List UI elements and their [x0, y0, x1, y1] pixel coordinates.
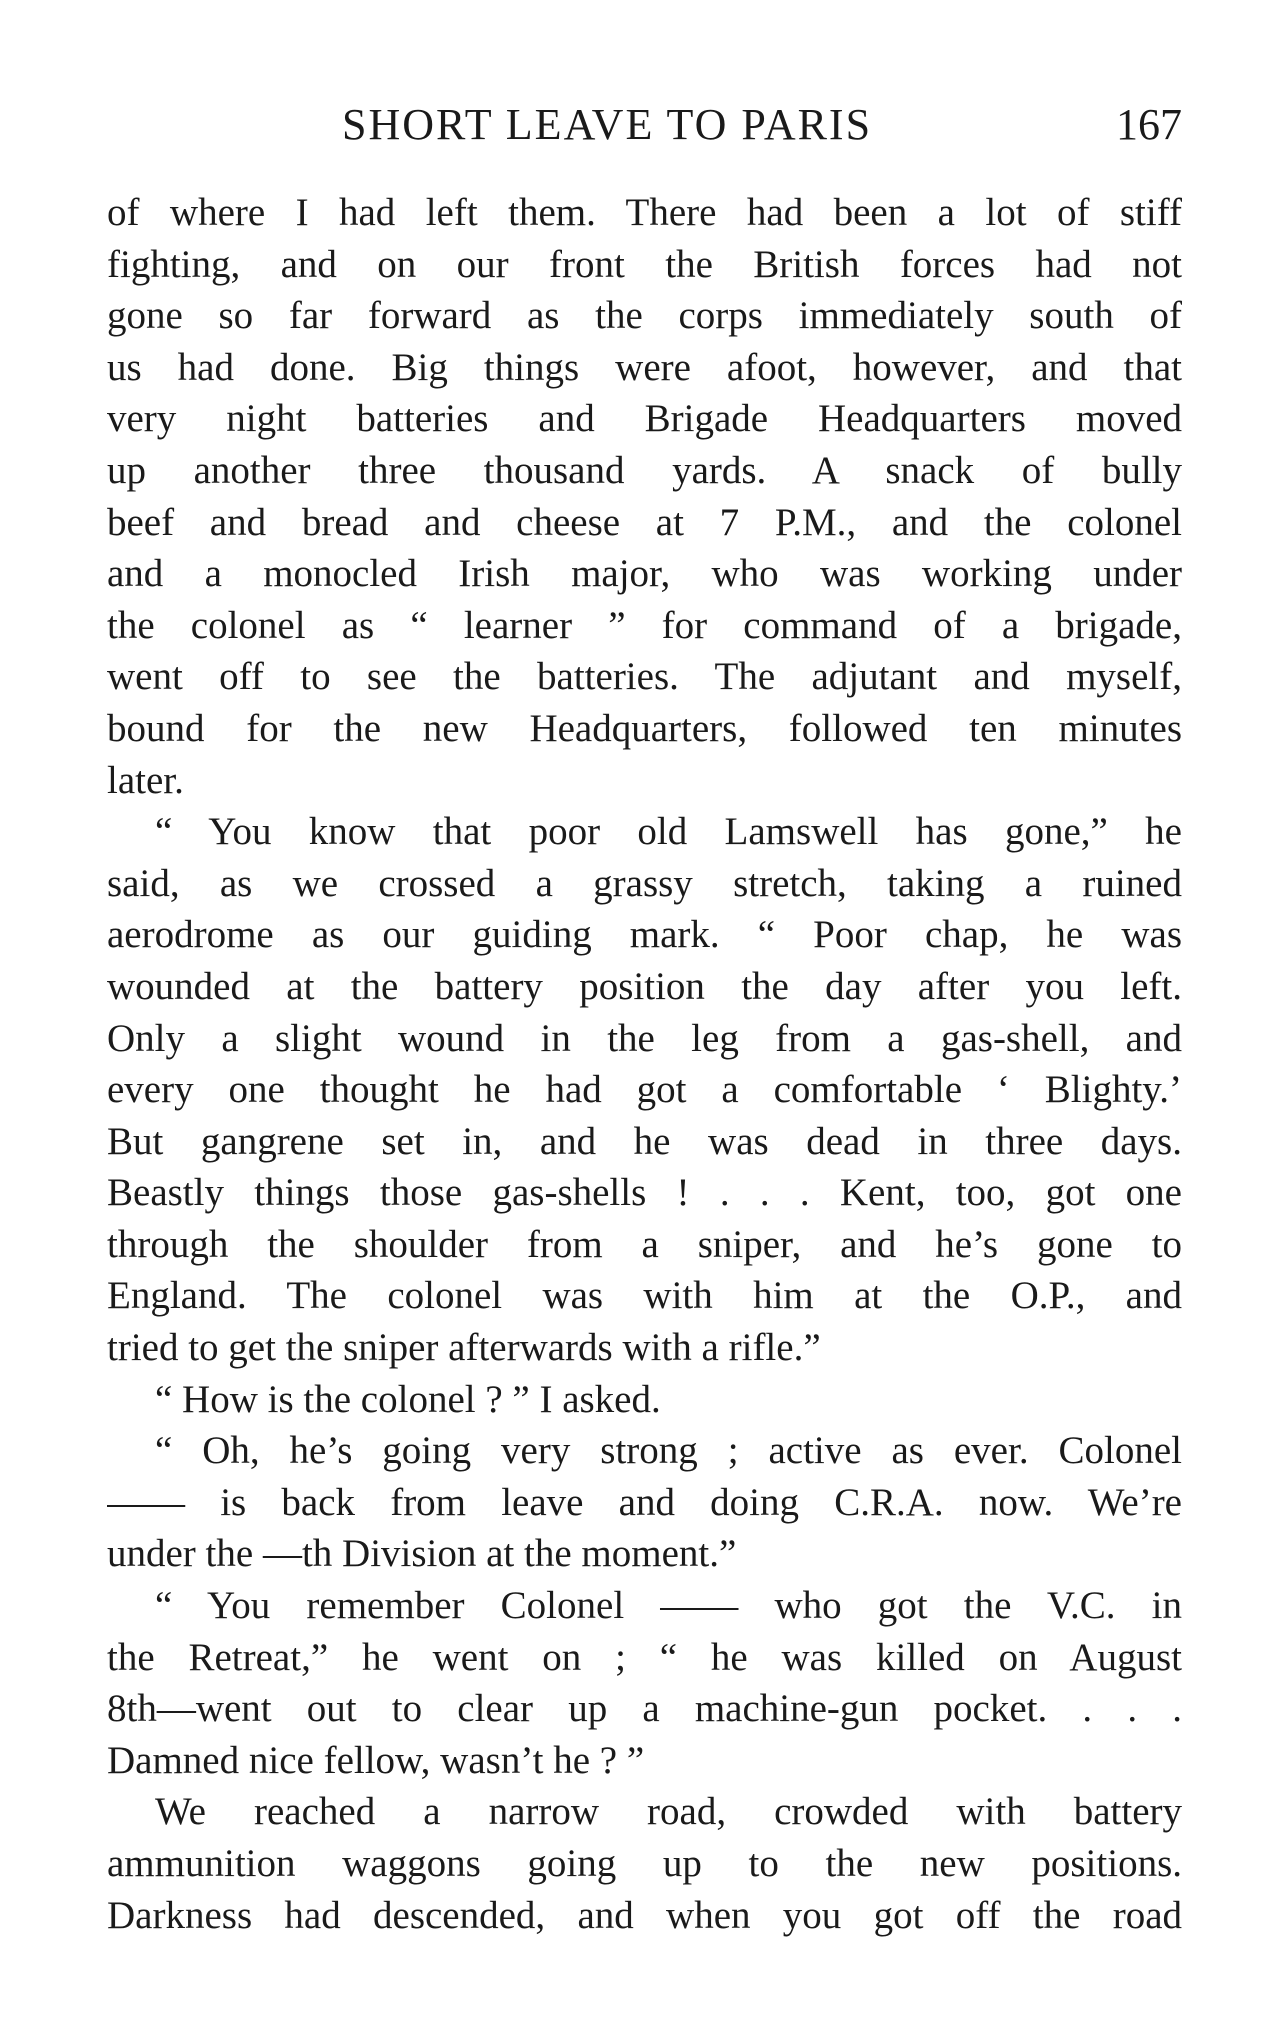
text-line: and a monocled Irish major, who was working under [107, 552, 1182, 596]
text-line: Damned nice fellow, wasn’t he ? ” [107, 1738, 645, 1782]
text-line: of where I had left them. There had been a lot of stiff [107, 191, 1182, 234]
text-line: gone so far forward as the corps immediately south of [107, 294, 1182, 338]
page-number: 167 [1116, 100, 1182, 149]
text-line: through the shoulder from a sniper, and he’s gone to [107, 1222, 1182, 1266]
running-title: SHORT LEAVE TO PARIS [342, 100, 873, 149]
running-head [107, 95, 1182, 155]
text-line: “ You know that poor old Lamswell has gone,” he [155, 810, 1182, 854]
text-line: aerodrome as our guiding mark. “ Poor chap, he was [107, 913, 1182, 957]
text-line: —— is back from leave and doing C.R.A. now. We’re [107, 1480, 1182, 1524]
text-line: “ How is the colonel ? ” I asked. [155, 1377, 661, 1421]
text-line: “ Oh, he’s going very strong ; active as ever. Colonel [155, 1429, 1182, 1473]
text-line: us had done. Big things were afoot, however, and that [107, 345, 1182, 389]
text-line: bound for the new Headquarters, followed ten minutes [107, 706, 1182, 750]
text-line: 8th—went out to clear up a machine-gun pocket. . . . [107, 1687, 1182, 1731]
text-line: every one thought he had got a comfortable ‘ Blighty.’ [107, 1068, 1182, 1112]
text-line: “ You remember Colonel —— who got the V.C. in [155, 1584, 1182, 1628]
text-line: up another three thousand yards. A snack of bully [107, 448, 1182, 492]
text-line: very night batteries and Brigade Headquarters moved [107, 397, 1182, 441]
text-line: the Retreat,” he went on ; “ he was killed on August [107, 1635, 1182, 1679]
text-line: under the —th Division at the moment.” [107, 1532, 737, 1576]
text-line: the colonel as “ learner ” for command of a brigade, [107, 603, 1182, 647]
text-line: England. The colonel was with him at the O.P., and [107, 1274, 1182, 1318]
text-line: wounded at the battery position the day after you left. [107, 964, 1182, 1008]
text-line: Beastly things those gas-shells ! . . . Kent, too, got one [107, 1171, 1182, 1215]
text-line: We reached a narrow road, crowded with battery [155, 1790, 1182, 1834]
body-text [107, 187, 1182, 1941]
text-line: went off to see the batteries. The adjutant and myself, [107, 655, 1182, 699]
text-line: Darkness had descended, and when you got off the road [107, 1893, 1182, 1937]
text-line: later. [107, 758, 184, 802]
text-line: Only a slight wound in the leg from a gas-shell, and [107, 1016, 1182, 1060]
text-line: tried to get the sniper afterwards with a rifle.” [107, 1326, 821, 1370]
text-line: But gangrene set in, and he was dead in three days. [107, 1119, 1182, 1163]
text-line: said, as we crossed a grassy stretch, taking a ruined [107, 861, 1182, 905]
text-line: fighting, and on our front the British forces had not [107, 242, 1182, 286]
text-line: ammunition waggons going up to the new positions. [107, 1842, 1182, 1885]
text-line: beef and bread and cheese at 7 P.M., and the colonel [107, 500, 1182, 544]
